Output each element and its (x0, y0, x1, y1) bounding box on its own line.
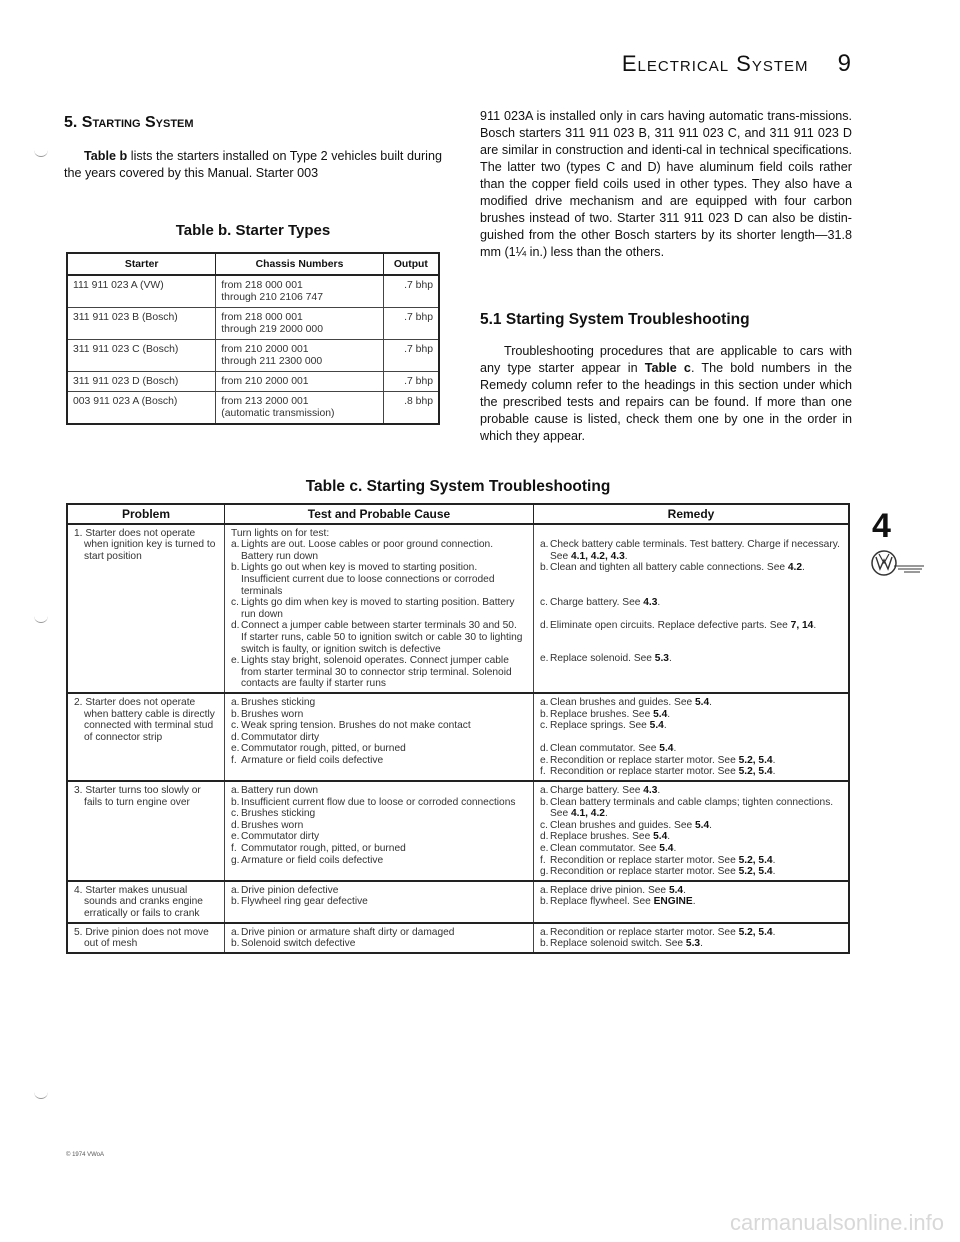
table-row (67, 923, 849, 953)
cause-cell (225, 693, 534, 781)
table-row (67, 392, 439, 425)
site-watermark: carmanualsonline.info (729, 1210, 944, 1235)
problem-text: 4. Starter makes unusual sounds and cranks engine erratically or fails to crank (74, 884, 203, 919)
problem-cell (67, 781, 225, 881)
remedy-item: e. Recondition or replace starter motor. See 5.2, 5.4. (540, 754, 776, 766)
col-remedy: Remedy (534, 504, 850, 524)
table-row (67, 881, 849, 923)
remedy-item: d. Replace brushes. See 5.4. (540, 831, 671, 843)
chassis-through: through 210 2106 747 (221, 292, 323, 303)
cause-item: d. Brushes worn (231, 819, 304, 831)
section-intro (64, 148, 442, 182)
cause-item: e. Commutator rough, pitted, or burned (231, 743, 406, 755)
output-cell: .8 bhp (383, 392, 439, 425)
remedy-item: a. Check battery cable terminals. Test battery. Charge if necessary. See 4.1, 4.2, 4.3. (540, 539, 840, 562)
cause-item: e. Lights stay bright, solenoid operates. Connect jumper cable from starter terminal 30 to connector strip terminal. Solenoid contacts are faulty if starter runs (231, 655, 512, 690)
remedy-item: f. Recondition or replace starter motor. See 5.2, 5.4. (540, 766, 776, 778)
remedy-cell (534, 693, 850, 781)
table-row (67, 308, 439, 340)
cause-item: g. Armature or field coils defective (231, 854, 384, 866)
chassis-through: through 219 2000 000 (221, 324, 323, 335)
remedy-item: b. Clean battery terminals and cable clamps; tighten connections. See 4.1, 4.2. (540, 796, 834, 820)
chassis-cell (216, 308, 383, 340)
intro-text: lists the starters installed on Type 2 vehicles built during the years covered by this Manual. Starter 003 (64, 149, 442, 180)
chassis-from: from 210 2000 001 (221, 376, 309, 387)
remedy-item: b. Replace flywheel. See ENGINE. (540, 896, 696, 908)
table-header-row (67, 504, 849, 524)
starter-cell: 311 911 023 C (Bosch) (67, 340, 216, 372)
output-cell: .7 bhp (383, 308, 439, 340)
cause-item: b. Flywheel ring gear defective (231, 896, 368, 908)
remedy-cell (534, 881, 850, 923)
cause-item: c. Brushes sticking (231, 808, 316, 820)
chassis-from: from 213 2000 001 (221, 396, 309, 407)
table-header-row (67, 253, 439, 275)
output-cell: .7 bhp (383, 340, 439, 372)
starter-cell: 003 911 023 A (Bosch) (67, 392, 216, 425)
chassis-cell (216, 340, 383, 372)
cause-item: f. Commutator rough, pitted, or burned (231, 843, 406, 855)
remedy-item: b. Replace solenoid switch. See 5.3. (540, 938, 703, 950)
section-title: 5. Starting System (64, 114, 194, 131)
remedy-item: e. Clean commutator. See 5.4. (540, 843, 677, 855)
vw-logo-icon (870, 548, 926, 578)
problem-text: 1. Starter does not operate when ignition key is turned to start position (74, 527, 216, 562)
remedy-cell (534, 524, 850, 693)
remedy-item: b. Clean and tighten all battery cable connections. See 4.2. (540, 562, 805, 574)
remedy-cell (534, 923, 850, 953)
remedy-item: a. Recondition or replace starter motor. See 5.2, 5.4. (540, 926, 776, 938)
col-chassis: Chassis Numbers (216, 253, 383, 275)
problem-cell (67, 923, 225, 953)
table-row (67, 693, 849, 781)
table-b-title: Table b. Starter Types (175, 222, 331, 239)
problem-cell (67, 693, 225, 781)
running-header (622, 50, 852, 78)
remedy-item: a. Replace drive pinion. See 5.4. (540, 884, 686, 896)
cause-item: a. Brushes sticking (231, 696, 316, 708)
cause-cell (225, 781, 534, 881)
chassis-through: through 211 2300 000 (221, 356, 323, 367)
para-text-a: Troubleshooting procedures that are applicable to cars with any type starter appear in (480, 344, 852, 375)
remedy-item: g. Recondition or replace starter motor. See 5.2, 5.4. (540, 866, 776, 878)
starter-cell: 311 911 023 D (Bosch) (67, 372, 216, 392)
problem-text: 2. Starter does not operate when battery cable is directly connected with terminal stud of connector strip (74, 696, 215, 743)
cause-item: e. Commutator dirty (231, 831, 320, 843)
remedy-item: f. Recondition or replace starter motor. See 5.2, 5.4. (540, 854, 776, 866)
table-c-title: Table c. Starting System Troubleshooting (305, 478, 611, 495)
cause-item: c. Weak spring tension. Brushes do not make contact (231, 720, 471, 732)
cause-item: a. Battery run down (231, 785, 319, 797)
cause-item: a. Drive pinion or armature shaft dirty or damaged (231, 926, 455, 938)
cause-item: f. Armature or field coils defective (231, 754, 384, 766)
cause-item: b. Brushes worn (231, 708, 304, 720)
table-b-reference: Table b (84, 149, 128, 163)
table-row (67, 372, 439, 392)
table-row (67, 781, 849, 881)
table-row (67, 524, 849, 693)
cause-intro: Turn lights on for test: (231, 527, 330, 539)
problem-cell (67, 881, 225, 923)
table-row (67, 275, 439, 308)
table-row (67, 340, 439, 372)
chassis-cell (216, 392, 383, 425)
cause-cell (225, 881, 534, 923)
problem-cell (67, 524, 225, 693)
cause-item: b. Insufficient current flow due to loose or corroded connections (231, 796, 516, 808)
cause-item: a. Lights are out. Loose cables or poor ground connection. Battery run down (231, 539, 494, 562)
margin-mark (34, 150, 48, 157)
cause-cell (225, 524, 534, 693)
output-cell: .7 bhp (383, 275, 439, 308)
remedy-item: a. Clean brushes and guides. See 5.4. (540, 696, 713, 708)
cause-item: d. Connect a jumper cable between starter terminals 30 and 50. If starter runs, cable 50 to ignition switch or cable 30 to lighting switch is faulty, or ignition switch is defective (231, 620, 523, 655)
remedy-item: d. Clean commutator. See 5.4. (540, 743, 677, 755)
col-cause: Test and Probable Cause (225, 504, 534, 524)
troubleshooting-intro (480, 343, 852, 445)
copyright-notice: © 1974 VWoA (66, 1152, 104, 1158)
margin-mark (34, 1092, 48, 1099)
chassis-from: from 210 2000 001 (221, 344, 309, 355)
problem-text: 3. Starter turns too slowly or fails to turn engine over (74, 785, 201, 808)
starter-description: 911 023A is installed only in cars having automatic trans-missions. Bosch starters 311 911 023 B, 311 911 023 C, and 311 911 023 D are similar in construction and identi-cal in technical specifications. The latter two (types C and D) have aluminum field coils rather than the copper field coils used in other types. They also have a modified drive mechanism and are equipped with four carbon brushes instead of two. Starter 311 911 023 D can also be distin-guished from the other Bosch starters by its shorter length—31.8 mm (1¼ in.) less than the others. (480, 109, 852, 259)
remedy-item: e. Replace solenoid. See 5.3. (540, 653, 672, 665)
chassis-from: from 218 000 001 (221, 280, 303, 291)
cause-cell (225, 923, 534, 953)
page-number: 9 (837, 50, 852, 77)
remedy-item: c. Replace springs. See 5.4. (540, 720, 667, 732)
cause-item: d. Commutator dirty (231, 731, 320, 743)
remedy-item: c. Clean brushes and guides. See 5.4. (540, 819, 713, 831)
cause-item: b. Lights go out when key is moved to starting position. Insufficient current due to loose connections or corroded terminals (231, 562, 495, 597)
header-title: Electrical System (621, 51, 809, 76)
starter-cell: 111 911 023 A (VW) (67, 275, 216, 308)
col-starter: Starter (67, 253, 216, 275)
remedy-item: c. Charge battery. See 4.3. (540, 596, 661, 608)
troubleshooting-table (66, 503, 850, 954)
remedy-item: b. Replace brushes. See 5.4. (540, 708, 671, 720)
chassis-cell (216, 372, 383, 392)
output-cell: .7 bhp (383, 372, 439, 392)
table-c-reference: Table c (644, 361, 691, 375)
col-output: Output (383, 253, 439, 275)
margin-mark (34, 616, 48, 623)
starter-cell: 311 911 023 B (Bosch) (67, 308, 216, 340)
remedy-cell (534, 781, 850, 881)
cause-item: a. Drive pinion defective (231, 884, 339, 896)
cause-item: b. Solenoid switch defective (231, 938, 356, 950)
chassis-cell (216, 275, 383, 308)
chapter-tab-number: 4 (872, 507, 891, 545)
subsection-title: 5.1 Starting System Troubleshooting (480, 311, 750, 328)
chassis-from: from 218 000 001 (221, 312, 303, 323)
starter-types-table (66, 252, 440, 425)
cause-item: c. Lights go dim when key is moved to starting position. Battery run down (231, 597, 515, 620)
para-text-c: . The bold numbers in the Remedy column refer to the headings in this section under which the prescribed tests and repairs can be found. If more than one probable cause is listed, check them one by one in the order in which they appear. (480, 361, 852, 443)
remedy-item: d. Eliminate open circuits. Replace defective parts. See 7, 14. (540, 619, 817, 631)
col-problem: Problem (67, 504, 225, 524)
remedy-item: a. Charge battery. See 4.3. (540, 785, 661, 797)
chassis-note: (automatic transmission) (221, 408, 335, 419)
problem-text: 5. Drive pinion does not move out of mesh (74, 926, 209, 950)
